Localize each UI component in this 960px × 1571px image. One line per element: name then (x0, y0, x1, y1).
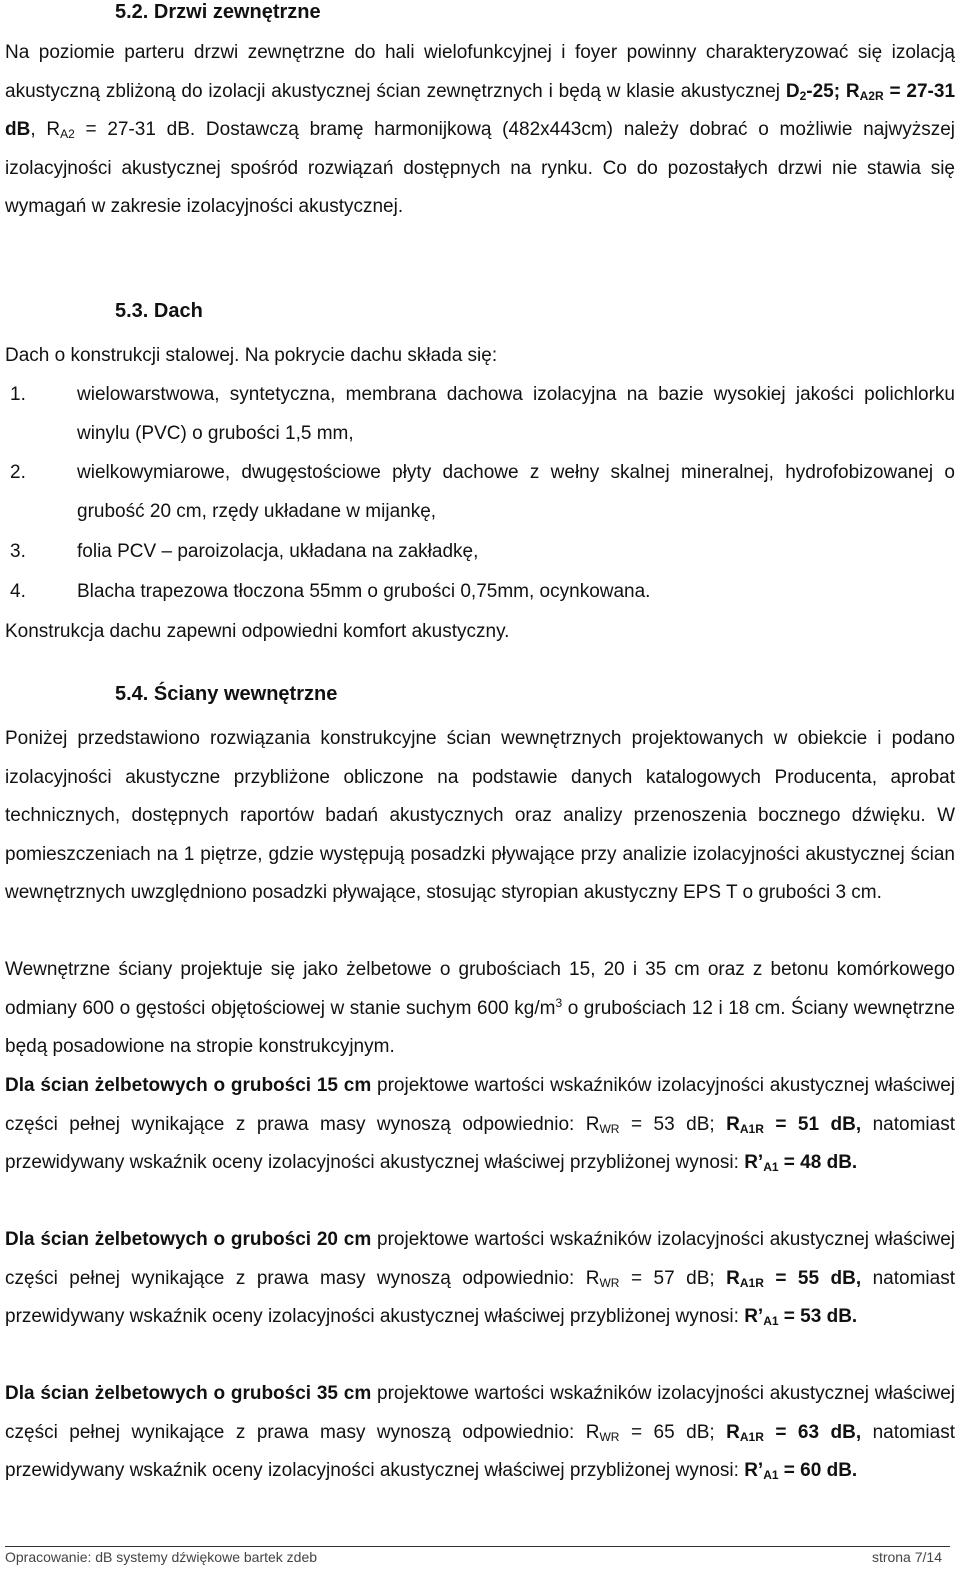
list-item-text: Blacha trapezowa tłoczona 55mm o grubości 0,75mm, ocynkowana. (77, 581, 651, 602)
paragraph-wall-20cm: Dla ścian żelbetowych o grubości 20 cm projektowe wartości wskaźników izolacyjności akustycznej właściwej części pełnej wynikające z prawa masy wynoszą odpowiednio: $R_{WR} = 57$ dB; $R_{A1R} = 55$ dB, natomiast przewidywany wskaźnik oceny izolacyjności akustycznej właściwej przybliżonej wynosi: $R’_{A1} = 53$ dB. (5, 1229, 955, 1328)
footer-divider (5, 1546, 950, 1547)
section-heading-5-3: 5.3. Dach (115, 300, 203, 322)
section-heading-5-4: 5.4. Ściany wewnętrzne (115, 683, 338, 705)
roof-intro: Dach o konstrukcji stalowej. Na pokrycie dachu składa się: (5, 345, 498, 366)
paragraph-walls-materials: Wewnętrzne ściany projektuje się jako żelbetowe o grubościach 15, 20 i 35 cm oraz z betonu komórkowego odmiany 600 o gęstości objętościowej w stanie suchym 600 $kg/m^3$ o grubościach 12 i 18 cm. Ściany wewnętrzne będą posadowione na stropie konstrukcyjnym. (5, 959, 955, 1057)
list-item-text: folia PCV – paroizolacja, układana na zakładkę, (77, 541, 479, 562)
list-item-text: wielkowymiarowe, dwugęstościowe płyty dachowe z wełny skalnej mineralnej, hydrofobizowanej o grubość 20 cm, rzędy układane w mijankę, (77, 462, 955, 522)
list-item-number: 2. (10, 462, 26, 483)
paragraph-wall-15cm: Dla ścian żelbetowych o grubości 15 cm projektowe wartości wskaźników izolacyjności akustycznej właściwej części pełnej wynikające z prawa masy wynoszą odpowiednio: $R_{WR} = 53$ dB; $R_{A1R} = 51$ dB, natomiast przewidywany wskaźnik oceny izolacyjności akustycznej właściwej przybliżonej wynosi: $R’_{A1} = 48$ dB. (5, 1075, 955, 1174)
roof-outro: Konstrukcja dachu zapewni odpowiedni komfort akustyczny. (5, 621, 510, 642)
section-heading-5-2: 5.2. Drzwi zewnętrzne (115, 1, 321, 23)
list-item-number: 1. (10, 384, 26, 405)
paragraph-wall-35cm: Dla ścian żelbetowych o grubości 35 cm projektowe wartości wskaźników izolacyjności akustycznej właściwej części pełnej wynikające z prawa masy wynoszą odpowiednio: $R_{WR} = 65$ dB; $R_{A1R} = 63$ dB, natomiast przewidywany wskaźnik oceny izolacyjności akustycznej właściwej przybliżonej wynosi: $R’_{A1} = 60$ dB. (5, 1383, 955, 1482)
list-item-number: 4. (10, 581, 26, 602)
paragraph-walls-intro: Poniżej przedstawiono rozwiązania konstrukcyjne ścian wewnętrznych projektowanych w obiekcie i podano izolacyjności akustyczne przybliżone obliczone na podstawie danych katalogowych Producenta, aprobat technicznych, dostępnych raportów badań akustycznych oraz analizy przenoszenia bocznego dźwięku. W pomieszczeniach na 1 piętrze, gdzie występują posadzki pływające przy analizie izolacyjności akustycznej ścian wewnętrznych uwzględniono posadzki pływające, stosując styropian akustyczny EPS T o grubości 3 cm. (5, 728, 955, 903)
list-item-text: wielowarstwowa, syntetyczna, membrana dachowa izolacyjna na bazie wysokiej jakości polichlorku winylu (PVC) o grubości 1,5 mm, (77, 384, 955, 444)
footer-page-number: strona 7/14 (871, 1549, 942, 1565)
footer-author: Opracowanie: dB systemy dźwiękowe bartek zdeb (5, 1549, 318, 1565)
paragraph-doors: Na poziomie parteru drzwi zewnętrzne do hali wielofunkcyjnej i foyer powinny charakteryzować się izolacją akustyczną zbliżoną do izolacji akustycznej ścian zewnętrznych i będą w klasie akustycznej $D_2-25$; $R_{A2R} = 27-31$ dB, $R_{A2} = 27-31$ dB. Dostawczą bramę harmonijkową (482x443cm) należy dobrać o możliwie najwyższej izolacyjności akustycznej spośród rozwiązań dostępnych na rynku. Co do pozostałych drzwi nie stawia się wymagań w zakresie izolacyjności akustycznej. (5, 42, 956, 217)
list-item-number: 3. (10, 541, 26, 562)
